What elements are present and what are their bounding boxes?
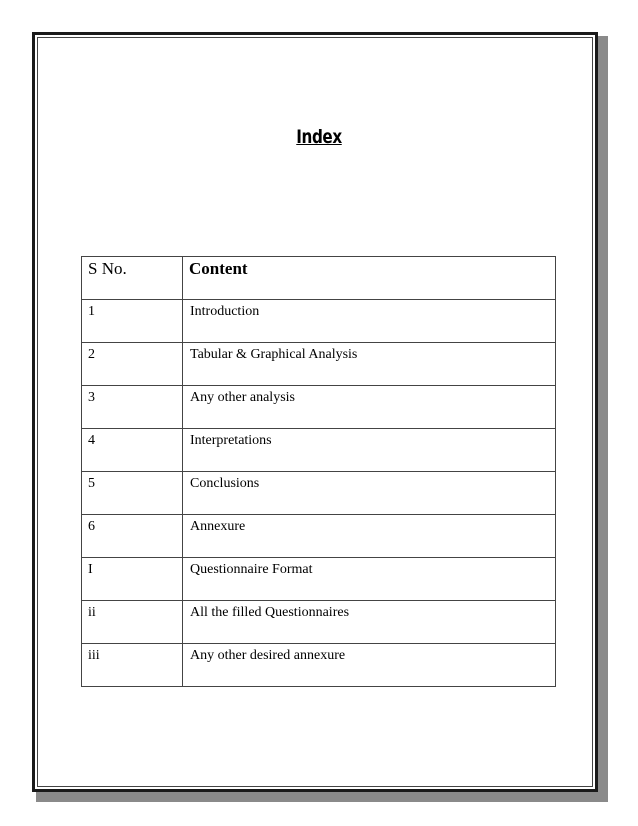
sno-cell [82,472,183,515]
sno-value: 4 [88,433,95,448]
content-cell [183,300,556,343]
sno-cell [82,601,183,644]
content-cell [183,601,556,644]
content-value: Annexure [190,519,246,534]
content-cell [183,558,556,601]
content-cell [183,386,556,429]
table-row [82,300,556,343]
sno-cell [82,343,183,386]
content-value: Introduction [190,304,260,319]
table-row [82,343,556,386]
content-cell [183,644,556,687]
sno-value: 5 [88,476,95,491]
sno-value: 6 [88,519,95,534]
content-value: Interpretations [190,433,272,448]
column-header-content [183,257,556,300]
column-header-sno [82,257,183,300]
sno-value: 2 [88,347,95,362]
column-header-sno-label: S No. [88,259,127,278]
content-cell [183,429,556,472]
sno-cell [82,515,183,558]
content-value: Questionnaire Format [190,562,313,577]
column-header-content-label: Content [189,259,248,278]
table-row [82,515,556,558]
table-header-row [82,257,556,300]
content-value: Tabular & Graphical Analysis [190,347,358,362]
sno-value: 1 [88,304,95,319]
index-table [81,256,556,687]
table-row [82,429,556,472]
content-value: All the filled Questionnaires [190,605,350,620]
table-row [82,601,556,644]
table-row [82,386,556,429]
table-row [82,558,556,601]
table-row [82,472,556,515]
content-value: Any other analysis [190,390,295,405]
sno-value: I [88,562,93,577]
content-cell [183,515,556,558]
content-cell [183,343,556,386]
content-value: Conclusions [190,476,260,491]
sno-value: 3 [88,390,95,405]
sno-value: ii [88,605,96,620]
table-row [82,644,556,687]
sno-cell [82,300,183,343]
content-cell [183,472,556,515]
content-value: Any other desired annexure [190,648,346,663]
page-title: Index [296,126,342,148]
sno-cell [82,386,183,429]
sno-cell [82,558,183,601]
sno-value: iii [88,648,100,663]
sno-cell [82,644,183,687]
sno-cell [82,429,183,472]
